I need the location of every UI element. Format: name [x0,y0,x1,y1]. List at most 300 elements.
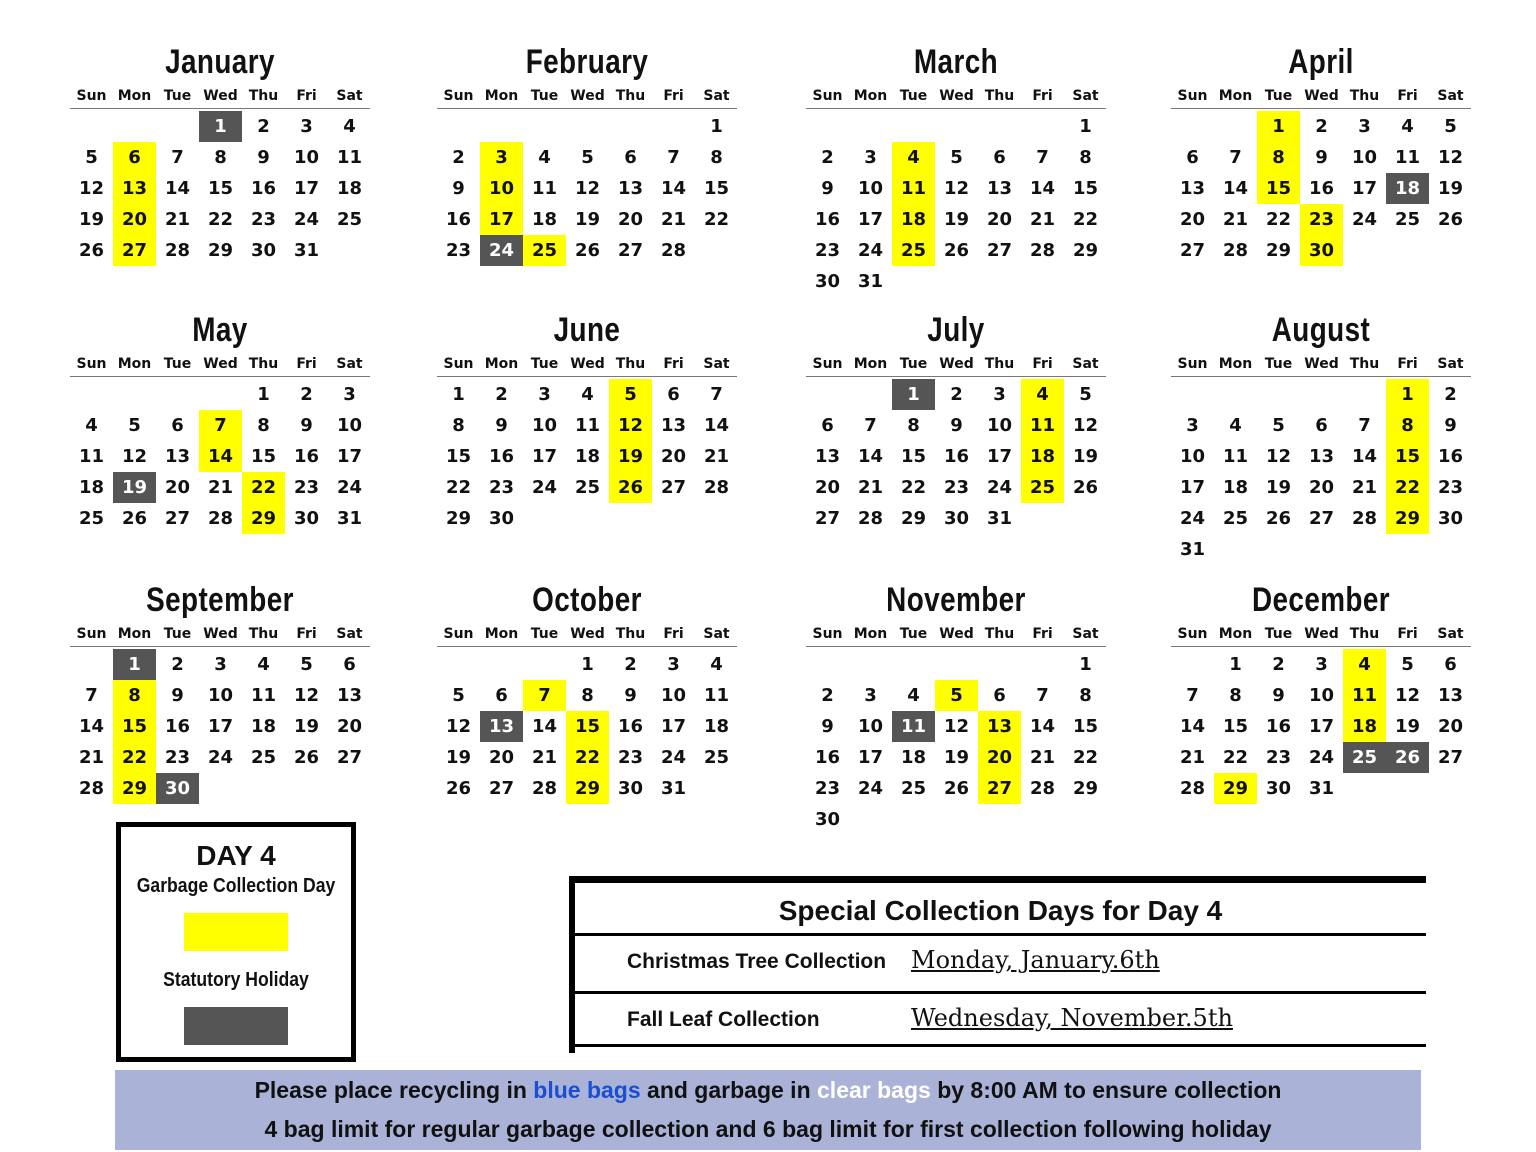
special-row-label: Fall Leaf Collection [627,1008,820,1031]
day-cell: 18 [1222,477,1249,498]
day-cell: 30 [814,271,841,292]
garbage-day: 15 [1257,173,1300,204]
day-cell: 28 [1029,240,1056,261]
day-cell: 20 [814,477,841,498]
day-cell: 24 [986,477,1013,498]
garbage-day: 11 [892,173,935,204]
day-cell: 20 [660,446,687,467]
day-cell: 31 [336,508,363,529]
day-cell: 26 [1072,477,1099,498]
day-blank [113,379,156,410]
weekday-header [806,352,1106,377]
day-cell: 29 [1072,240,1099,261]
day-cell: 16 [293,446,320,467]
day-cell: 15 [250,446,277,467]
garbage-day: 23 [1300,204,1343,235]
weekday-label: Wed [203,626,238,642]
garbage-day: 13 [113,173,156,204]
day-cell: 26 [943,778,970,799]
day-cell: 26 [943,240,970,261]
day-cell: 19 [293,716,320,737]
day-cell: 31 [857,271,884,292]
day-cell: 17 [857,209,884,230]
day-cell: 2 [950,384,963,405]
day-cell: 3 [300,116,313,137]
day-cell: 5 [950,147,963,168]
day-blank [113,111,156,142]
day-cell: 9 [821,716,834,737]
day-cell: 1 [1079,116,1092,137]
day-cell: 7 [1186,685,1199,706]
weekday-label: Mon [1218,626,1253,642]
holiday-day: 24 [480,235,523,266]
month-november [806,578,1106,835]
garbage-day: 18 [892,204,935,235]
weekday-label: Fri [296,356,317,372]
day-grid [806,649,1106,835]
day-cell: 3 [1358,116,1371,137]
month-title: February [525,43,649,81]
weekday-label: Wed [939,88,974,104]
garbage-day: 29 [1386,503,1429,534]
weekday-label: Sat [1437,356,1464,372]
day-cell: 6 [993,685,1006,706]
day-cell: 12 [574,178,601,199]
month-march [806,40,1106,297]
day-cell: 11 [531,178,558,199]
weekday-label: Wed [939,626,974,642]
weekday-label: Fri [1032,626,1053,642]
weekday-label: Wed [203,356,238,372]
day-cell: 22 [207,209,234,230]
day-grid [806,111,1106,297]
day-cell: 24 [857,778,884,799]
month-june [437,308,737,534]
day-cell: 8 [581,685,594,706]
weekday-label: Tue [1264,88,1293,104]
day-cell: 27 [1179,240,1206,261]
day-cell: 12 [293,685,320,706]
day-cell: 20 [164,477,191,498]
day-cell: 7 [710,384,723,405]
day-cell: 16 [814,209,841,230]
day-blank [652,111,695,142]
legend-garbage-swatch [184,913,288,951]
month-title: April [1288,43,1354,81]
garbage-day: 22 [566,742,609,773]
day-cell: 24 [1179,508,1206,529]
day-blank [480,111,523,142]
day-cell: 6 [667,384,680,405]
day-cell: 31 [1179,539,1206,560]
day-cell: 28 [660,240,687,261]
day-cell: 17 [1179,477,1206,498]
day-cell: 9 [1272,685,1285,706]
day-cell: 19 [1437,178,1464,199]
day-cell: 10 [1308,685,1335,706]
day-cell: 2 [1444,384,1457,405]
day-cell: 26 [1265,508,1292,529]
day-cell: 7 [667,147,680,168]
garbage-day: 4 [1343,649,1386,680]
day-cell: 15 [1072,178,1099,199]
weekday-label: Mon [117,356,152,372]
holiday-day: 1 [113,649,156,680]
day-cell: 21 [703,446,730,467]
day-cell: 21 [1029,747,1056,768]
day-cell: 10 [207,685,234,706]
day-cell: 6 [1186,147,1199,168]
month-title: December [1251,581,1391,619]
day-blank [156,111,199,142]
day-cell: 8 [452,415,465,436]
weekday-label: Wed [570,356,605,372]
month-october [437,578,737,804]
day-cell: 21 [1029,209,1056,230]
day-cell: 19 [78,209,105,230]
day-cell: 11 [574,415,601,436]
day-cell: 2 [452,147,465,168]
day-cell: 24 [1351,209,1378,230]
weekday-label: Tue [899,626,928,642]
day-blank [199,379,242,410]
day-cell: 12 [1265,446,1292,467]
day-cell: 30 [1265,778,1292,799]
weekday-label: Mon [853,356,888,372]
weekday-label: Sat [1437,88,1464,104]
day-blank [1300,379,1343,410]
day-cell: 26 [121,508,148,529]
day-cell: 4 [710,654,723,675]
day-cell: 12 [1394,685,1421,706]
day-cell: 21 [1351,477,1378,498]
weekday-label: Tue [163,356,192,372]
day-cell: 10 [857,716,884,737]
day-blank [70,649,113,680]
day-cell: 18 [574,446,601,467]
weekday-label: Sat [1072,356,1099,372]
day-cell: 27 [1437,747,1464,768]
weekday-label: Mon [1218,356,1253,372]
day-blank [609,111,652,142]
day-cell: 23 [250,209,277,230]
day-cell: 4 [581,384,594,405]
day-cell: 7 [85,685,98,706]
day-cell: 11 [250,685,277,706]
weekday-label: Fri [663,626,684,642]
day-blank [892,649,935,680]
day-cell: 22 [445,477,472,498]
day-cell: 12 [1072,415,1099,436]
day-blank [1171,379,1214,410]
weekday-label: Sun [1177,626,1208,642]
weekday-label: Thu [248,356,279,372]
garbage-day: 6 [113,142,156,173]
garbage-day: 3 [480,142,523,173]
day-cell: 12 [943,178,970,199]
day-cell: 17 [1308,716,1335,737]
garbage-day: 5 [935,680,978,711]
day-cell: 8 [1079,685,1092,706]
weekday-label: Wed [1304,88,1339,104]
day-cell: 13 [814,446,841,467]
day-blank [156,379,199,410]
day-cell: 9 [300,415,313,436]
notice-line-2: 4 bag limit for regular garbage collection and 6 bag limit for first collection following holiday [264,1116,1272,1142]
day-blank [1021,649,1064,680]
weekday-label: Tue [530,88,559,104]
day-cell: 28 [207,508,234,529]
day-cell: 27 [1308,508,1335,529]
day-cell: 10 [986,415,1013,436]
day-cell: 4 [343,116,356,137]
day-cell: 24 [1308,747,1335,768]
day-cell: 28 [78,778,105,799]
day-cell: 19 [1265,477,1292,498]
day-cell: 7 [1358,415,1371,436]
day-blank [523,111,566,142]
month-title: November [886,581,1026,619]
garbage-day: 22 [242,472,285,503]
day-cell: 28 [1179,778,1206,799]
month-august [1171,308,1471,565]
day-blank [806,379,849,410]
day-blank [70,379,113,410]
day-cell: 15 [1222,716,1249,737]
garbage-day: 27 [978,773,1021,804]
day-cell: 16 [814,747,841,768]
weekday-label: Wed [1304,356,1339,372]
weekday-label: Fri [663,88,684,104]
day-cell: 23 [1265,747,1292,768]
day-cell: 17 [531,446,558,467]
day-cell: 16 [445,209,472,230]
day-cell: 2 [624,654,637,675]
garbage-day: 15 [566,711,609,742]
weekday-header [437,352,737,377]
day-cell: 26 [574,240,601,261]
day-cell: 13 [986,178,1013,199]
day-blank [480,649,523,680]
day-grid [437,111,737,266]
day-grid [1171,111,1471,266]
garbage-day: 29 [566,773,609,804]
month-title: May [192,311,248,349]
weekday-header [1171,84,1471,109]
weekday-label: Wed [203,88,238,104]
holiday-day: 25 [1343,742,1386,773]
day-cell: 11 [78,446,105,467]
day-cell: 27 [336,747,363,768]
day-cell: 27 [164,508,191,529]
weekday-label: Thu [248,88,279,104]
day-cell: 14 [1179,716,1206,737]
day-cell: 20 [1179,209,1206,230]
day-cell: 29 [1072,778,1099,799]
day-grid [437,379,737,534]
day-cell: 8 [710,147,723,168]
day-cell: 5 [85,147,98,168]
holiday-day: 11 [892,711,935,742]
weekday-label: Mon [117,626,152,642]
weekday-label: Tue [163,88,192,104]
day-cell: 11 [1394,147,1421,168]
garbage-day: 22 [1386,472,1429,503]
day-cell: 5 [452,685,465,706]
garbage-day: 25 [523,235,566,266]
day-cell: 28 [857,508,884,529]
weekday-header [70,622,370,647]
month-february [437,40,737,266]
weekday-label: Sat [336,88,363,104]
day-cell: 24 [336,477,363,498]
weekday-label: Sat [703,356,730,372]
day-cell: 16 [943,446,970,467]
garbage-day: 17 [480,204,523,235]
garbage-day: 22 [113,742,156,773]
day-cell: 30 [293,508,320,529]
day-blank [849,111,892,142]
garbage-day: 7 [199,410,242,441]
garbage-day: 10 [480,173,523,204]
day-cell: 25 [1222,508,1249,529]
day-cell: 24 [660,747,687,768]
day-blank [1343,379,1386,410]
day-cell: 28 [1351,508,1378,529]
day-cell: 8 [214,147,227,168]
month-title: September [146,581,294,619]
weekday-label: Mon [484,626,519,642]
day-cell: 2 [821,685,834,706]
weekday-header [70,352,370,377]
notice-clear-bags: clear bags [817,1077,931,1103]
day-cell: 8 [257,415,270,436]
day-cell: 3 [864,147,877,168]
weekday-label: Sat [336,626,363,642]
day-cell: 18 [703,716,730,737]
day-cell: 31 [986,508,1013,529]
weekday-header [806,84,1106,109]
day-cell: 21 [1179,747,1206,768]
weekday-label: Sun [76,626,107,642]
weekday-label: Tue [530,356,559,372]
day-cell: 7 [171,147,184,168]
day-cell: 7 [864,415,877,436]
month-title: July [927,311,985,349]
day-cell: 25 [250,747,277,768]
day-blank [437,649,480,680]
special-row-label: Christmas Tree Collection [627,950,887,973]
day-cell: 10 [660,685,687,706]
weekday-label: Mon [853,626,888,642]
weekday-label: Thu [984,356,1015,372]
day-cell: 3 [343,384,356,405]
month-title: August [1271,311,1371,349]
weekday-label: Mon [117,88,152,104]
month-may [70,308,370,534]
weekday-label: Wed [570,626,605,642]
weekday-label: Thu [1349,356,1380,372]
weekday-header [70,84,370,109]
weekday-label: Sun [812,88,843,104]
day-cell: 19 [574,209,601,230]
day-cell: 12 [78,178,105,199]
weekday-label: Tue [1264,356,1293,372]
day-cell: 21 [164,209,191,230]
weekday-label: Tue [163,626,192,642]
month-december [1171,578,1471,804]
garbage-day: 18 [1021,441,1064,472]
day-cell: 18 [531,209,558,230]
garbage-day: 11 [1343,680,1386,711]
weekday-header [437,622,737,647]
day-blank [1171,649,1214,680]
weekday-label: Tue [530,626,559,642]
weekday-label: Thu [984,88,1015,104]
day-blank [849,379,892,410]
holiday-day: 30 [156,773,199,804]
day-blank [1021,111,1064,142]
garbage-day: 4 [1021,379,1064,410]
day-cell: 14 [857,446,884,467]
day-cell: 14 [1029,178,1056,199]
day-cell: 23 [164,747,191,768]
day-cell: 16 [250,178,277,199]
day-cell: 21 [857,477,884,498]
day-cell: 27 [488,778,515,799]
day-cell: 14 [164,178,191,199]
weekday-header [1171,622,1471,647]
day-cell: 15 [900,446,927,467]
day-cell: 9 [624,685,637,706]
day-cell: 20 [986,209,1013,230]
day-blank [566,111,609,142]
day-blank [437,111,480,142]
month-july [806,308,1106,534]
day-cell: 1 [1229,654,1242,675]
day-cell: 9 [950,415,963,436]
garbage-day: 27 [113,235,156,266]
notice-blue-bags: blue bags [533,1077,641,1103]
day-cell: 24 [857,240,884,261]
day-cell: 1 [1079,654,1092,675]
holiday-day: 19 [113,472,156,503]
day-blank [806,649,849,680]
day-cell: 22 [900,477,927,498]
day-cell: 31 [1308,778,1335,799]
special-row-christmas-tree [575,936,1426,994]
day-cell: 27 [986,240,1013,261]
weekday-label: Sun [76,88,107,104]
day-blank [1214,111,1257,142]
day-cell: 30 [1437,508,1464,529]
day-cell: 17 [660,716,687,737]
day-cell: 19 [943,209,970,230]
garbage-day: 15 [1386,441,1429,472]
day-cell: 7 [1036,147,1049,168]
day-cell: 9 [171,685,184,706]
day-cell: 1 [257,384,270,405]
day-cell: 19 [943,747,970,768]
garbage-day: 29 [1214,773,1257,804]
day-cell: 15 [445,446,472,467]
notice-text: Please place recycling in [254,1077,534,1103]
day-cell: 23 [814,240,841,261]
day-blank [978,649,1021,680]
day-cell: 4 [907,685,920,706]
day-cell: 27 [814,508,841,529]
weekday-label: Sat [703,88,730,104]
